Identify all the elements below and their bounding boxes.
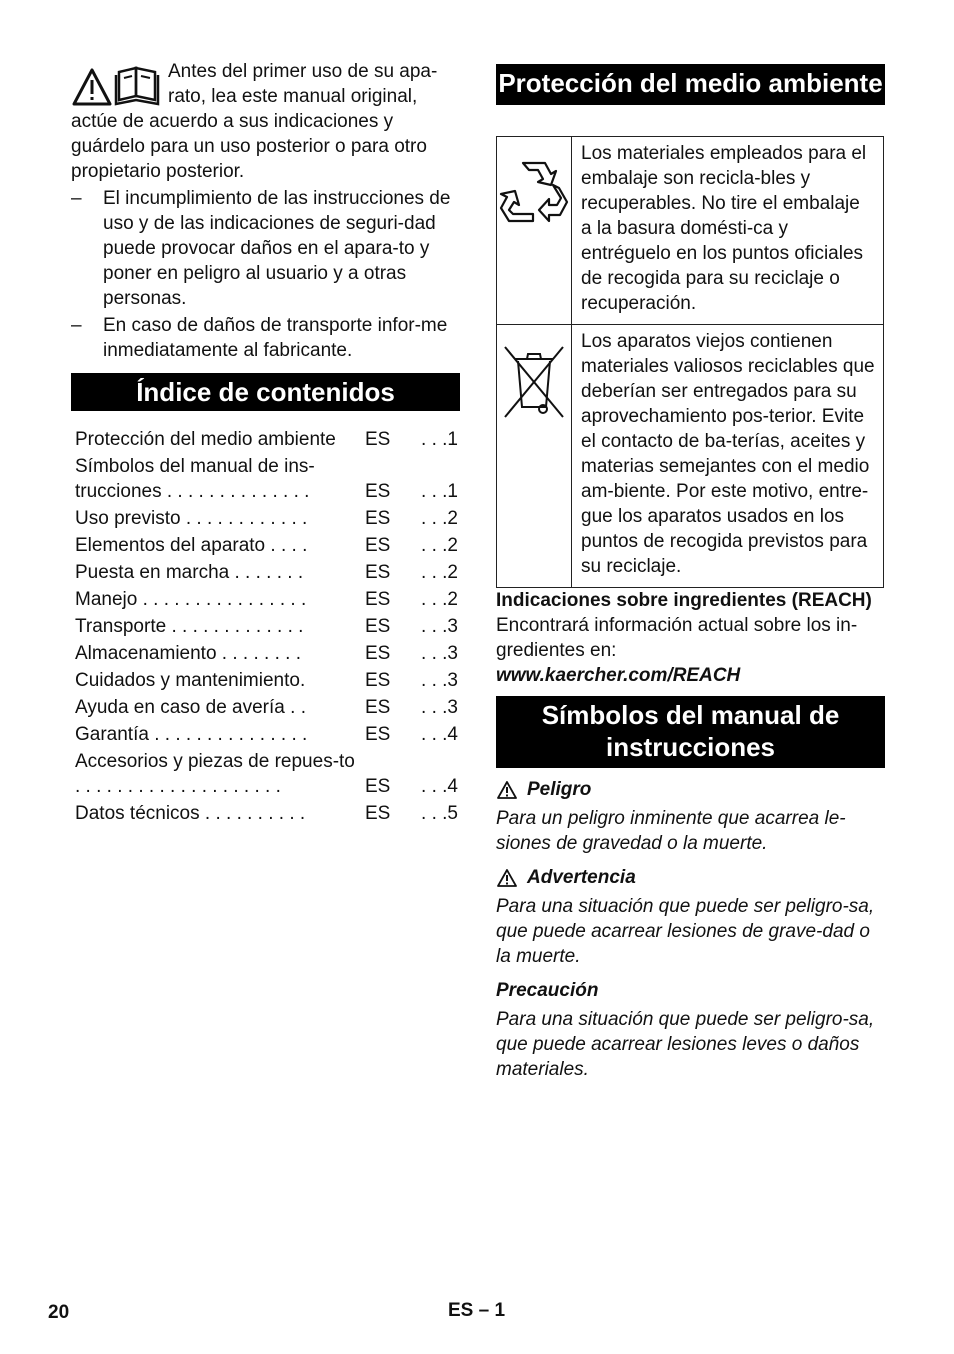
toc-entry[interactable]: Símbolos del manual de ins-trucciones . . . . . . . . . . . . . . ES . . .1: [75, 456, 458, 502]
toc-entry[interactable]: Almacenamiento . . . . . . . . ES . . .3: [75, 643, 458, 664]
toc-entry[interactable]: Protección del medio ambiente ES . . .1: [75, 429, 458, 450]
warning-icon: [496, 780, 518, 800]
toc-heading: Índice de contenidos: [71, 373, 460, 411]
recycling-text: Los materiales empleados para el embalaje son recicla-bles y recuperables. No tire el embalaje a la basura domésti-ca y entréguelo en los puntos oficiales de recogida para su reciclaje o recuperación.: [572, 137, 884, 325]
environment-heading: Protección del medio ambiente: [496, 64, 885, 105]
bullet-item: – En caso de daños de transporte infor-me inmediatamente al fabricante.: [71, 315, 448, 361]
page-number: 20: [48, 1302, 70, 1323]
symbol-text-danger: Para un peligro inminente que acarrea le-siones de gravedad o la muerte.: [496, 808, 846, 854]
toc-entry[interactable]: Cuidados y mantenimiento. ES . . .3: [75, 670, 458, 691]
symbols-heading: Símbolos del manual de instrucciones: [496, 696, 885, 768]
recycle-icon: [497, 155, 571, 229]
toc-entry[interactable]: Garantía . . . . . . . . . . . . . . . ES . . .4: [75, 724, 458, 745]
intro-block: [71, 59, 460, 363]
right-column: [496, 64, 885, 1082]
symbol-label-danger: Peligro: [496, 777, 885, 802]
environment-table: [496, 136, 884, 588]
warning-icon: [496, 868, 518, 888]
table-of-contents: [71, 427, 460, 826]
section-page-number: ES – 1: [448, 1300, 506, 1321]
symbol-text-caution: Para una situación que puede ser peligro-sa, que puede acarrear lesiones leves o daños materiales.: [496, 1009, 875, 1080]
reach-text: Encontrará información actual sobre los in-gredientes en:: [496, 615, 858, 661]
symbol-text-warning: Para una situación que puede ser peligro-sa, que puede acarrear lesiones de grave-dad o la muerte.: [496, 896, 875, 967]
crossed-bin-icon: [501, 343, 567, 421]
toc-entry[interactable]: Datos técnicos . . . . . . . . . . ES . . .5: [75, 803, 458, 824]
intro-line-1: Antes del primer uso de su apa-: [168, 61, 438, 82]
table-row: [497, 325, 884, 588]
reach-link[interactable]: www.kaercher.com/REACH: [496, 665, 741, 686]
reach-title: Indicaciones sobre ingredientes (REACH): [496, 590, 872, 611]
disposal-text: Los aparatos viejos contienen materiales valiosos reciclables que deberían ser entregados para su aprovechamiento pos-terior. Evite el contacto de ba-terías, aceites y materias semejantes con el medio am-biente. Por este motivo, entre-gue los aparatos usados en los puntos de recogida previstos para su reciclaje.: [572, 325, 884, 588]
toc-entry[interactable]: Ayuda en caso de avería . . ES . . .3: [75, 697, 458, 718]
intro-line-2: rato, lea este manual original,: [168, 86, 418, 107]
symbol-label-warning: Advertencia: [496, 865, 885, 890]
intro-text: actúe de acuerdo a sus indicaciones y guárdelo para un uso posterior o para otro propietario posterior.: [71, 111, 427, 182]
symbol-label-caution: Precaución: [496, 980, 599, 1001]
bullet-item: – El incumplimiento de las instrucciones de uso y de las indicaciones de seguri-dad puede provocar daños en el apara-to y poner en peligro al usuario y a otras personas.: [71, 188, 451, 309]
toc-entry[interactable]: Manejo . . . . . . . . . . . . . . . . ES . . .2: [75, 589, 458, 610]
intro-bullets: [71, 186, 460, 363]
toc-entry[interactable]: Puesta en marcha . . . . . . . ES . . .2: [75, 562, 458, 583]
toc-entry[interactable]: Elementos del aparato . . . . ES . . .2: [75, 535, 458, 556]
toc-entry[interactable]: Transporte . . . . . . . . . . . . . ES . . .3: [75, 616, 458, 637]
left-column: [71, 59, 460, 828]
toc-entry[interactable]: Uso previsto . . . . . . . . . . . . ES . . .2: [75, 508, 458, 529]
toc-entry[interactable]: Accesorios y piezas de repues-to . . . . . . . . . . . . . . . . . . . . ES . . .4: [75, 751, 458, 797]
warning-and-manual-icon: [72, 66, 162, 106]
table-row: [497, 137, 884, 325]
